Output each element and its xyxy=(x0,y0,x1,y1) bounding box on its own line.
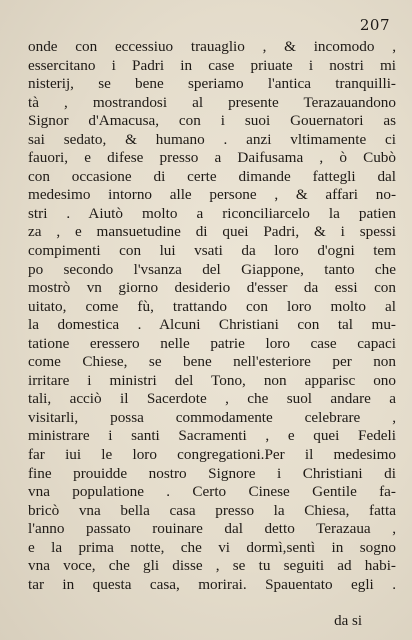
catchword: da si xyxy=(334,613,362,629)
text-line: e la prima notte, che vi dormì,sentì in sogno xyxy=(28,538,396,556)
text-line: mostrò vn giorno desiderio d'esser da essi con xyxy=(28,279,396,297)
text-line: come Chiese, se bene nell'esteriore per non xyxy=(28,353,396,371)
text-line: con occasione di certe dimande fattegli dal xyxy=(28,167,396,185)
text-line: la domestica . Alcuni Christiani con tal mu- xyxy=(28,316,396,334)
text-line: stri . Aiutò molto a riconciliarcelo la patien xyxy=(28,204,396,222)
page-number: 207 xyxy=(359,16,390,34)
text-line: za , e mansuetudine di quei Padri, & i spessi xyxy=(28,223,396,241)
text-line: visitarli, possa commodamente celebrare , xyxy=(28,408,396,426)
text-line: irritare i ministri del Tono, non apparisc ono xyxy=(28,371,396,389)
text-line: l'anno passato rouinare dal detto Terazaua , xyxy=(28,520,396,538)
text-line: tatione eressero nelle patrie loro case capaci xyxy=(28,334,396,352)
text-line: essercitano i Padri in case priuate i nostri mi xyxy=(28,56,396,74)
text-line: tà , mostrandosi al presente Terazauandono xyxy=(28,93,396,111)
text-line: po secondo l'vsanza del Giappone, tanto che xyxy=(28,260,396,278)
text-line: medesimo intorno alle persone , & affari no- xyxy=(28,186,396,204)
text-line: fine prouidde nostro Signore i Christiani di xyxy=(28,464,396,482)
text-line: sai sedato, & humano . anzi vltimamente ci xyxy=(28,130,396,148)
text-line: Signor d'Amacusa, con i suoi Gouernatori as xyxy=(28,112,396,130)
text-line: tar in questa casa, morirai. Spauentato egli . xyxy=(28,575,396,593)
text-line: onde con eccessiuo trauaglio , & incomodo , xyxy=(28,38,396,55)
text-line: nisterij, se bene speriamo l'antica tranquilli- xyxy=(28,75,396,93)
page-body-text xyxy=(28,38,396,594)
text-line: vna voce, che gli disse , se tu seguiti ad habi- xyxy=(28,557,396,575)
text-line: tali, acciò il Sacerdote , che suol andare a xyxy=(28,390,396,408)
text-line: compimenti con lui vsati da loro d'ogni tem xyxy=(28,242,396,260)
text-line: far iui le loro congregationi.Per il medesimo xyxy=(28,446,396,464)
text-line: ministrare i santi Sacramenti , e quei Fedeli xyxy=(28,427,396,445)
text-line: vna populatione . Certo Cinese Gentile fa- xyxy=(28,483,396,501)
text-line: fauori, e difese presso a Daifusama , ò Cubò xyxy=(28,149,396,167)
text-line: bricò vna bella casa presso la Chiesa, fatta xyxy=(28,501,396,519)
text-line: uitato, come fù, trattando con loro molto al xyxy=(28,297,396,315)
